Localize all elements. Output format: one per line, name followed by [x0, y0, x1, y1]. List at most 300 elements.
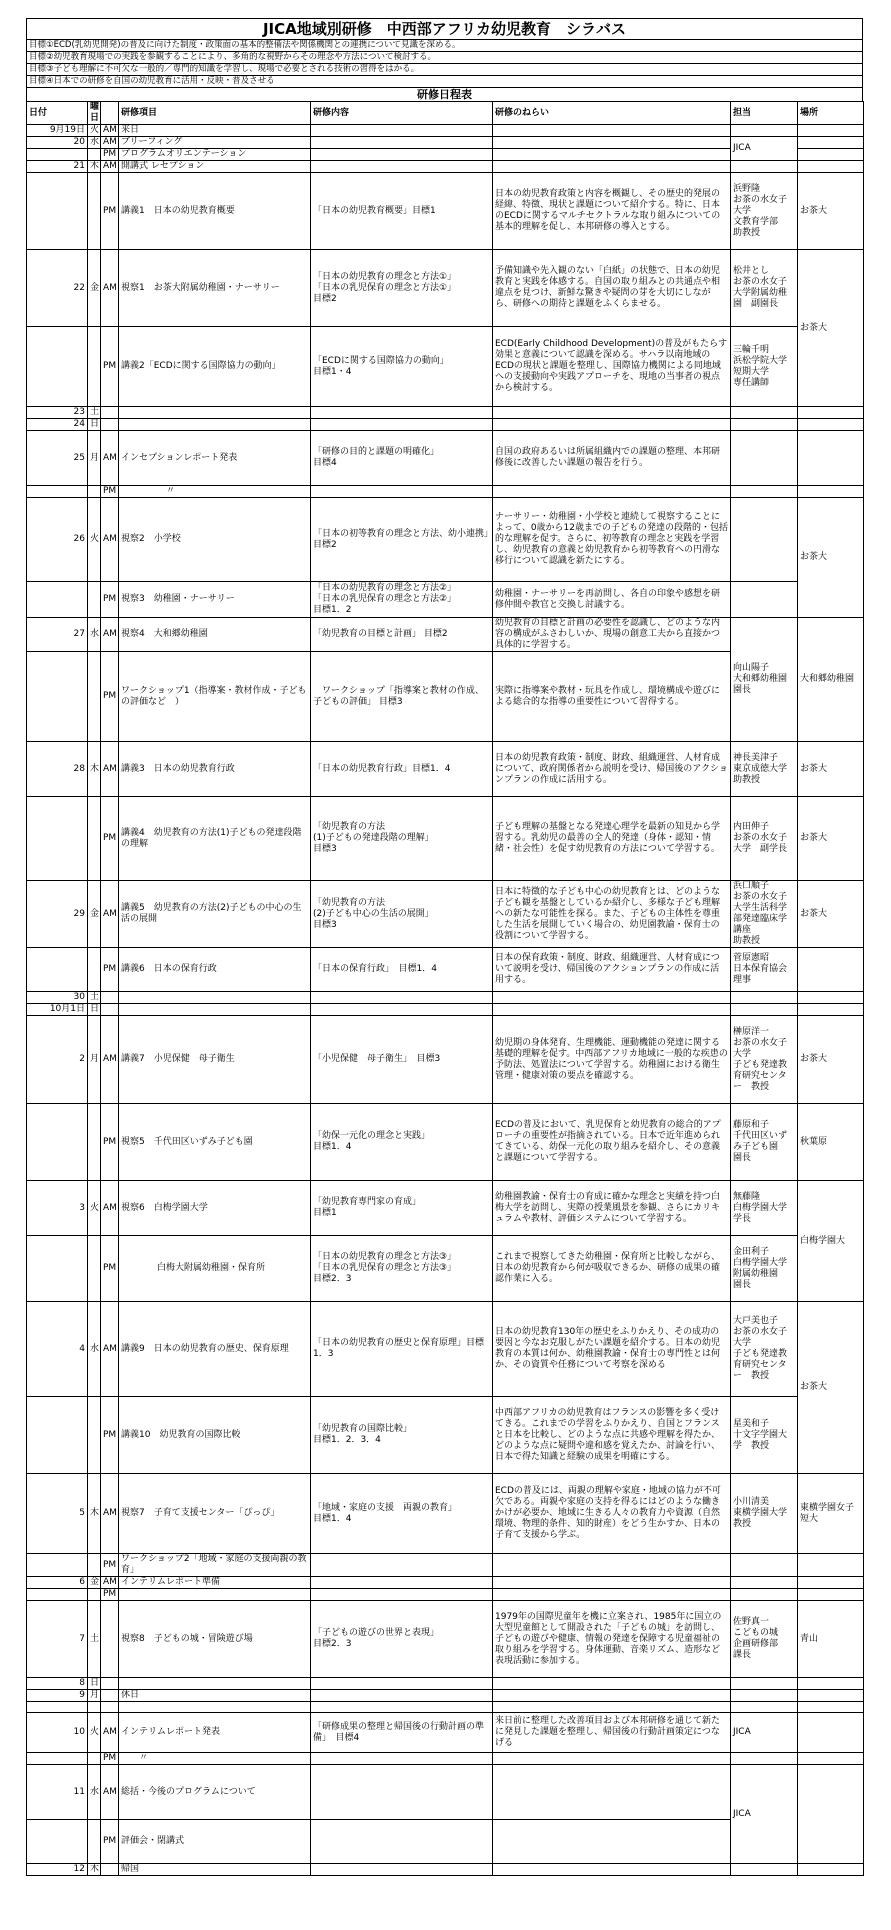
cell-ampm: PM — [101, 1104, 119, 1181]
cell-item: インテリムレポート準備 — [119, 1577, 311, 1589]
cell-item: 講義7 小児保健 母子衛生 — [119, 1016, 311, 1104]
cell-content: 「研修の目的と課題の明確化」 目標4 — [311, 431, 493, 486]
cell-place — [798, 407, 864, 419]
schedule-row — [27, 948, 864, 992]
objective-4: 目標④日本での研修を自国の幼児教育に活用・反映・普及させる — [26, 75, 863, 87]
cell-content — [311, 1765, 493, 1820]
cell-content: 「幼保一元化の理念と実践」 目標1．4 — [311, 1104, 493, 1181]
cell-item: インテリムレポート発表 — [119, 1713, 311, 1753]
cell-item — [119, 407, 311, 419]
cell-item — [119, 1004, 311, 1016]
cell-content — [311, 1702, 493, 1713]
cell-item — [119, 1589, 311, 1601]
cell-place: お茶大 — [798, 881, 864, 948]
schedule-row — [27, 1678, 864, 1690]
cell-item: 視察7 子育て支援センター「ぴっぴ」 — [119, 1474, 311, 1554]
cell-content — [311, 407, 493, 419]
cell-place — [798, 1864, 864, 1876]
cell-place — [798, 1589, 864, 1601]
cell-date: 24 — [27, 419, 88, 431]
cell-date: 21 — [27, 161, 88, 173]
cell-content — [311, 1690, 493, 1702]
cell-dow: 水 — [88, 618, 101, 652]
cell-ampm: AM — [101, 137, 119, 149]
cell-lecturer: 大戸美也子 お茶の水女子大学 子ども発達教育研究センター 教授 — [731, 1302, 798, 1397]
cell-place — [798, 149, 864, 161]
cell-date: 10月1日 — [27, 1004, 88, 1016]
schedule-row — [27, 1864, 864, 1876]
cell-aim: これまで視察してきた幼稚園・保育所と比較しながら、日本の幼児教育から何が吸収できるか、研修の成果の確認作業に入る。 — [493, 1236, 731, 1302]
cell-content — [311, 1004, 493, 1016]
cell-lecturer — [731, 1864, 798, 1876]
cell-place: 白梅学園大 — [798, 1181, 864, 1302]
cell-place — [798, 1577, 864, 1589]
cell-place — [798, 1554, 864, 1577]
cell-lecturer: 榊原洋一 お茶の水女子大学 子ども発達教育研究センター 教授 — [731, 1016, 798, 1104]
schedule-row — [27, 1554, 864, 1577]
cell-dow: 木 — [88, 1474, 101, 1554]
schedule-table — [26, 101, 864, 1876]
cell-ampm — [101, 407, 119, 419]
cell-aim — [493, 407, 731, 419]
cell-item: 来日 — [119, 125, 311, 137]
cell-dow: 土 — [88, 992, 101, 1004]
header-place: 場所 — [798, 102, 864, 125]
cell-lecturer: 松井とし お茶の水女子大学附属幼稚園 副園長 — [731, 250, 798, 327]
cell-content: 「幼児教育の目標と計画」 目標2 — [311, 618, 493, 652]
schedule-row — [27, 1236, 864, 1302]
schedule-row — [27, 618, 864, 652]
cell-ampm: AM — [101, 881, 119, 948]
cell-aim — [493, 992, 731, 1004]
cell-content — [311, 161, 493, 173]
schedule-row — [27, 1753, 864, 1765]
cell-item: 視察4 大和郷幼稚園 — [119, 618, 311, 652]
cell-content — [311, 149, 493, 161]
cell-dow: 水 — [88, 137, 101, 149]
cell-dow: 月 — [88, 1016, 101, 1104]
schedule-row — [27, 992, 864, 1004]
cell-dow — [88, 1397, 101, 1474]
cell-date: 2 — [27, 1016, 88, 1104]
cell-ampm — [101, 1702, 119, 1713]
cell-dow — [88, 1820, 101, 1864]
cell-date: 22 — [27, 250, 88, 327]
cell-place — [798, 1702, 864, 1713]
cell-lecturer — [731, 582, 798, 618]
cell-item: 〃 — [119, 486, 311, 498]
cell-ampm — [101, 419, 119, 431]
cell-aim — [493, 1820, 731, 1864]
cell-place — [798, 125, 864, 137]
cell-item: ワークショップ1（指導案・教材作成・子どもの評価など ） — [119, 652, 311, 742]
schedule-row — [27, 1713, 864, 1753]
cell-date: 29 — [27, 881, 88, 948]
cell-dow: 木 — [88, 1864, 101, 1876]
schedule-title: 研修日程表 — [26, 87, 863, 101]
schedule-row — [27, 419, 864, 431]
cell-date: 30 — [27, 992, 88, 1004]
cell-content — [311, 1589, 493, 1601]
cell-lecturer: 星美和子 十文字学園大学 教授 — [731, 1397, 798, 1474]
cell-content — [311, 125, 493, 137]
cell-lecturer: 藤原和子 千代田区いずみ子ども園 園長 — [731, 1104, 798, 1181]
cell-dow: 日 — [88, 1678, 101, 1690]
cell-date — [27, 1702, 88, 1713]
cell-content — [311, 1554, 493, 1577]
cell-place: 大和郷幼稚園 — [798, 618, 864, 742]
schedule-row — [27, 1702, 864, 1713]
cell-place: 東横学園女子短大 — [798, 1474, 864, 1554]
page-title: JICA地域別研修 中西部アフリカ幼児教育 シラバス — [26, 18, 863, 39]
cell-lecturer — [731, 498, 798, 582]
schedule-row — [27, 1601, 864, 1678]
cell-dow: 金 — [88, 1577, 101, 1589]
cell-item: インセプションレポート発表 — [119, 431, 311, 486]
cell-content: 「地域・家庭の支援 両親の教育」 目標1．4 — [311, 1474, 493, 1554]
schedule-row — [27, 431, 864, 486]
cell-item: 視察8 子どもの城・冒険遊び場 — [119, 1601, 311, 1678]
cell-dow — [88, 652, 101, 742]
cell-lecturer: JICA — [731, 1713, 798, 1753]
cell-date — [27, 948, 88, 992]
cell-lecturer — [731, 1577, 798, 1589]
cell-lecturer: 佐野真一 こどもの城 企画研修部 課長 — [731, 1601, 798, 1678]
cell-dow — [88, 327, 101, 407]
schedule-row — [27, 1397, 864, 1474]
cell-lecturer — [731, 125, 798, 137]
cell-item: 視察3 幼稚園・ナーサリー — [119, 582, 311, 618]
cell-content — [311, 1678, 493, 1690]
cell-lecturer: 浜口順子 お茶の水女子大学生活科学部発達臨床学講座 助教授 — [731, 881, 798, 948]
cell-date — [27, 797, 88, 881]
cell-dow — [88, 1554, 101, 1577]
objective-3: 目標③子ども理解に不可欠な一般的／専門的知識を学習し、現場で必要とされる技術の習得をはかる。 — [26, 63, 863, 75]
schedule-row — [27, 1016, 864, 1104]
header-ampm — [101, 102, 119, 125]
cell-date: 26 — [27, 498, 88, 582]
cell-content — [311, 419, 493, 431]
cell-ampm: PM — [101, 1589, 119, 1601]
cell-lecturer: 浜野隆 お茶の水女子大学 文教育学部 助教授 — [731, 173, 798, 250]
cell-ampm: AM — [101, 161, 119, 173]
cell-place — [798, 137, 864, 149]
schedule-row — [27, 1181, 864, 1236]
cell-lecturer — [731, 1678, 798, 1690]
cell-date: 28 — [27, 742, 88, 797]
cell-ampm: PM — [101, 173, 119, 250]
cell-aim: 日本の幼児教育政策・制度、財政、組織運営、人材育成について、政府関係者から説明を受け、帰国後のアクションプランの作成に活用する。 — [493, 742, 731, 797]
cell-aim: ナーサリー・幼稚園・小学校と連続して視察することによって、0歳から12歳までの子どもの発達の段階的・包括的な理解を促す。さらに、初等教育の理念と実践を学習し、幼児教育の意義と幼児教育から初等教育への円滑な移行について認識を新たにする。 — [493, 498, 731, 582]
cell-date: 7 — [27, 1601, 88, 1678]
schedule-row — [27, 498, 864, 582]
cell-dow: 月 — [88, 1690, 101, 1702]
cell-dow — [88, 797, 101, 881]
cell-dow — [88, 948, 101, 992]
cell-content: 「日本の幼児教育の理念と方法②」 「日本の乳児保育の理念と方法②」 目標1．2 — [311, 582, 493, 618]
cell-date: 6 — [27, 1577, 88, 1589]
cell-item: 休日 — [119, 1690, 311, 1702]
cell-content — [311, 1577, 493, 1589]
cell-content: 「幼児教育専門家の育成」 目標1 — [311, 1181, 493, 1236]
cell-aim: 日本の幼児教育政策と内容を概観し、その歴史的発展の経緯、特徴、現状と課題について紹介する。特に、日本のECDに関するマルチセクトラルな取り組みについての基本的理解を促し、本邦研修の導入とする。 — [493, 173, 731, 250]
cell-item: 帰国 — [119, 1864, 311, 1876]
cell-aim — [493, 1702, 731, 1713]
schedule-row — [27, 1474, 864, 1554]
header-dow: 曜日 — [88, 102, 101, 125]
header-row — [27, 102, 864, 125]
cell-lecturer: JICA — [731, 1765, 798, 1864]
cell-ampm: AM — [101, 498, 119, 582]
cell-content: 「日本の幼児教育の歴史と保育原理」目標1．3 — [311, 1302, 493, 1397]
cell-date: 23 — [27, 407, 88, 419]
schedule-row — [27, 173, 864, 250]
cell-aim: 子ども理解の基盤となる発達心理学を最新の知見から学習する。乳幼児の最善の全人的発達（身体・認知・情緒・社会性）を促す幼児教育の方法について学習する。 — [493, 797, 731, 881]
cell-content — [311, 1820, 493, 1864]
cell-ampm: PM — [101, 327, 119, 407]
cell-ampm: PM — [101, 948, 119, 992]
header-aim: 研修のねらい — [493, 102, 731, 125]
cell-lecturer — [731, 486, 798, 498]
cell-item: 総括・今後のプログラムについて — [119, 1765, 311, 1820]
schedule-row — [27, 582, 864, 618]
cell-place: お茶大 — [798, 1302, 864, 1474]
cell-ampm: AM — [101, 1181, 119, 1236]
cell-ampm — [101, 992, 119, 1004]
cell-content — [311, 137, 493, 149]
cell-lecturer: 三輪千明 浜松学院大学短期大学 専任講師 — [731, 327, 798, 407]
schedule-row — [27, 1589, 864, 1601]
header-lecturer: 担当 — [731, 102, 798, 125]
cell-ampm: PM — [101, 582, 119, 618]
cell-item — [119, 1702, 311, 1713]
cell-ampm: AM — [101, 1577, 119, 1589]
cell-date — [27, 173, 88, 250]
cell-lecturer — [731, 1554, 798, 1577]
cell-place: 秋葉原 — [798, 1104, 864, 1181]
cell-aim: ECD(Early Childhood Development)の普及がもたらす効果と意義について認識を深める。サハラ以南地域のECDの現状と課題を整理し、国際協力機関による同地域への支援動向や実践アプローチを、現地の当事者の視点から検討する。 — [493, 327, 731, 407]
cell-date — [27, 1589, 88, 1601]
cell-date — [27, 149, 88, 161]
cell-lecturer: 菅原憲昭 日本保育協会 理事 — [731, 948, 798, 992]
cell-item: 視察2 小学校 — [119, 498, 311, 582]
cell-aim — [493, 1753, 731, 1765]
cell-aim: ECDの普及において、乳児保育と幼児教育の総合的アプローチの重要性が指摘されている。日本で近年進められてきている、幼保一元化の取り組みを紹介し、その意義と課題について学習する。 — [493, 1104, 731, 1181]
cell-content: 「日本の幼児教育の理念と方法①」 「日本の乳児保育の理念と方法①」 目標2 — [311, 250, 493, 327]
cell-content — [311, 486, 493, 498]
cell-dow — [88, 1104, 101, 1181]
cell-dow: 日 — [88, 419, 101, 431]
cell-content: 「日本の保育行政」 目標1．4 — [311, 948, 493, 992]
cell-dow: 木 — [88, 161, 101, 173]
cell-place — [798, 1004, 864, 1016]
cell-aim — [493, 1864, 731, 1876]
schedule-row — [27, 125, 864, 137]
cell-place — [798, 1713, 864, 1753]
cell-lecturer — [731, 1690, 798, 1702]
cell-item — [119, 992, 311, 1004]
schedule-row — [27, 327, 864, 407]
header-item: 研修項目 — [119, 102, 311, 125]
cell-place: お茶大 — [798, 1016, 864, 1104]
cell-place — [798, 1753, 864, 1765]
cell-ampm: PM — [101, 1554, 119, 1577]
cell-lecturer — [731, 407, 798, 419]
objective-1: 目標①ECD(乳幼児開発)の普及に向けた制度・政策面の基本的整備法や関係機関との連携について見識を深める。 — [26, 39, 863, 51]
cell-ampm: PM — [101, 1236, 119, 1302]
schedule-row — [27, 1690, 864, 1702]
cell-content: 「小児保健 母子衛生」 目標3 — [311, 1016, 493, 1104]
cell-content — [311, 1753, 493, 1765]
cell-ampm: PM — [101, 652, 119, 742]
cell-item: 講義9 日本の幼児教育の歴史、保育原理 — [119, 1302, 311, 1397]
cell-lecturer: 神長美津子 東京成徳大学 助教授 — [731, 742, 798, 797]
cell-ampm: PM — [101, 1753, 119, 1765]
cell-dow: 火 — [88, 125, 101, 137]
cell-dow: 水 — [88, 1765, 101, 1820]
cell-date — [27, 652, 88, 742]
cell-ampm: AM — [101, 1765, 119, 1820]
cell-aim: 幼稚園・ナーサリーを再訪問し、各自の印象や感想を研修仲間や教官と交換し討議する。 — [493, 582, 731, 618]
cell-lecturer — [731, 419, 798, 431]
syllabus-sheet — [26, 18, 863, 1876]
cell-date — [27, 1236, 88, 1302]
cell-aim: 来日前に整理した改善項目および本邦研修を通じて新たに発見した課題を整理し、帰国後の行動計画策定につなげる — [493, 1713, 731, 1753]
cell-place: お茶大 — [798, 742, 864, 797]
cell-ampm — [101, 1601, 119, 1678]
cell-item: 開講式 レセプション — [119, 161, 311, 173]
cell-date: 10 — [27, 1713, 88, 1753]
cell-date: 25 — [27, 431, 88, 486]
cell-dow — [88, 1753, 101, 1765]
cell-dow: 水 — [88, 1302, 101, 1397]
cell-content: 「ECDに関する国際協力の動向」 目標1・4 — [311, 327, 493, 407]
cell-content: 「日本の幼児教育概要」目標1 — [311, 173, 493, 250]
cell-place: お茶大 — [798, 797, 864, 881]
schedule-row — [27, 797, 864, 881]
cell-aim: 中西部アフリカの幼児教育はフランスの影響を多く受けてきる。これまでの学習をふりかえり、自国とフランスと日本を比較し、どのような点に共感や理解を得たか、どのような点に疑問や違和感を覚えたか、討論を行い、日本で得た知識と経験の成果を明確にする。 — [493, 1397, 731, 1474]
objective-2: 目標②幼児教育現場での実践を参観することにより、多角的な視野からその理念や方法について検討する。 — [26, 51, 863, 63]
cell-aim — [493, 1577, 731, 1589]
cell-aim: 予備知識や先入観のない「白紙」の状態で、日本の幼児教育と実践を体感する。自国の取り組みとの共通点や相違点を見つけ、新鮮な驚きや疑問の芽を大切にしながら、研修への期待と課題をふくらませる。 — [493, 250, 731, 327]
cell-content: 「幼児教育の方法 (2)子ども中心の生活の展開」 目標3 — [311, 881, 493, 948]
cell-dow: 火 — [88, 498, 101, 582]
cell-dow: 金 — [88, 881, 101, 948]
cell-item: ブリーフィング — [119, 137, 311, 149]
cell-content: 「幼児教育の方法 (1)子どもの発達段階の理解」 目標3 — [311, 797, 493, 881]
cell-date — [27, 1104, 88, 1181]
cell-dow — [88, 149, 101, 161]
cell-date — [27, 1753, 88, 1765]
cell-lecturer: 内田伸子 お茶の水女子大学 副学長 — [731, 797, 798, 881]
cell-dow: 火 — [88, 1713, 101, 1753]
cell-dow — [88, 582, 101, 618]
cell-item: 講義2「ECDに関する国際協力の動向」 — [119, 327, 311, 407]
cell-item: 視察1 お茶大附属幼稚園・ナーサリー — [119, 250, 311, 327]
cell-item: 講義1 日本の幼児教育概要 — [119, 173, 311, 250]
cell-place — [798, 1765, 864, 1864]
cell-aim: 幼稚園教諭・保育士の育成に確かな理念と実績を持つ白梅大学を訪問し、実際の授業風景を参観、さらにカリキュラムや教材、評価システムについて学習する。 — [493, 1181, 731, 1236]
cell-dow: 火 — [88, 1181, 101, 1236]
cell-content: 「日本の幼児教育の理念と方法③」 「日本の乳児保育の理念と方法③」 目標2．3 — [311, 1236, 493, 1302]
cell-item: 講義5 幼児教育の方法(2)子どもの中心の生活の展開 — [119, 881, 311, 948]
cell-place — [798, 1678, 864, 1690]
cell-date: 20 — [27, 137, 88, 149]
cell-place — [798, 161, 864, 173]
cell-place: お茶大 — [798, 250, 864, 407]
cell-date — [27, 582, 88, 618]
cell-ampm — [101, 1690, 119, 1702]
cell-item: 視察6 白梅学園大学 — [119, 1181, 311, 1236]
cell-date: 27 — [27, 618, 88, 652]
schedule-row — [27, 1765, 864, 1820]
cell-dow — [88, 173, 101, 250]
cell-content: 「日本の初等教育の理念と方法、幼小連携」目標2 — [311, 498, 493, 582]
cell-item: 講義4 幼児教育の方法(1)子どもの発達段階の理解 — [119, 797, 311, 881]
cell-aim: 日本の保育政策・制度、財政、組織運営、人材育成について説明を受け、帰国後のアクションプランの作成に活用する。 — [493, 948, 731, 992]
cell-ampm: AM — [101, 1474, 119, 1554]
cell-lecturer: 小川清美 東横学園大学 教授 — [731, 1474, 798, 1554]
cell-date — [27, 1820, 88, 1864]
cell-ampm: AM — [101, 618, 119, 652]
cell-content: 「幼児教育の国際比較」 目標1．2．3．4 — [311, 1397, 493, 1474]
cell-aim — [493, 137, 731, 149]
cell-dow — [88, 1589, 101, 1601]
cell-aim: 幼児教育の目標と計画の必要性を認識し、どのような内容の構成がふさわしいか、現場の創意工夫から直接かつ具体的に学習する。 — [493, 618, 731, 652]
cell-ampm: AM — [101, 1302, 119, 1397]
cell-place — [798, 431, 864, 486]
cell-aim: 幼児期の身体発育、生理機能、運動機能の発達に関する基礎的理解を促す。中西部アフリカ地域に一般的な疾患の予防法、処置法について学習する。幼稚園における衛生管理・健康対策の要点を確認する。 — [493, 1016, 731, 1104]
cell-lecturer — [731, 1589, 798, 1601]
cell-date: 11 — [27, 1765, 88, 1820]
cell-aim — [493, 1004, 731, 1016]
cell-aim — [493, 1589, 731, 1601]
cell-lecturer — [731, 1702, 798, 1713]
cell-content: 「日本の幼児教育行政」目標1．4 — [311, 742, 493, 797]
cell-dow — [88, 1236, 101, 1302]
cell-aim: 自国の政府あるいは所属組織内での課題の整理、本邦研修後に改善したい課題の報告を行う。 — [493, 431, 731, 486]
cell-dow: 月 — [88, 431, 101, 486]
cell-dow: 日 — [88, 1004, 101, 1016]
cell-lecturer — [731, 161, 798, 173]
cell-item: 〃 — [119, 1753, 311, 1765]
cell-ampm — [101, 1678, 119, 1690]
cell-item: ワークショップ2「地域・家庭の支援両親の教育」 — [119, 1554, 311, 1577]
cell-date: 9 — [27, 1690, 88, 1702]
cell-place — [798, 486, 864, 498]
cell-aim: ECDの普及には、両親の理解や家庭・地域の協力が不可欠である。両親や家庭の支持を得るにはどのような働きかけが必要か、地域に生きる人々の教育力や資源（自然環境、物理的条件、知的財産）をどう生かすか、日本の子育て支援から学ぶ。 — [493, 1474, 731, 1554]
cell-item: 白梅大附属幼稚園・保育所 — [119, 1236, 311, 1302]
cell-ampm: PM — [101, 1397, 119, 1474]
cell-aim: 実際に指導案や教材・玩具を作成し、環境構成や遊びによる総合的な指導の重要性について習得する。 — [493, 652, 731, 742]
cell-aim — [493, 1678, 731, 1690]
cell-place — [798, 948, 864, 992]
schedule-row — [27, 1302, 864, 1397]
header-date: 日付 — [27, 102, 88, 125]
cell-item: 講義6 日本の保育行政 — [119, 948, 311, 992]
cell-ampm — [101, 1864, 119, 1876]
cell-lecturer: 無藤隆 白梅学園大学 学長 — [731, 1181, 798, 1236]
schedule-row — [27, 161, 864, 173]
cell-aim: 1979年の国際児童年を機に立案され、1985年に国立の大型児童館として開設された「子どもの城」を訪問し、子どもの遊びや健康、情報の発達を保障する児童福祉の取り組みを学習する。身体運動、音楽リズム、造形など表現活動に参加する。 — [493, 1601, 731, 1678]
cell-ampm: AM — [101, 431, 119, 486]
cell-aim — [493, 486, 731, 498]
cell-item: 講義10 幼児教育の国際比較 — [119, 1397, 311, 1474]
header-content: 研修内容 — [311, 102, 493, 125]
cell-aim — [493, 1765, 731, 1820]
cell-lecturer: JICA — [731, 137, 798, 161]
cell-aim — [493, 1554, 731, 1577]
